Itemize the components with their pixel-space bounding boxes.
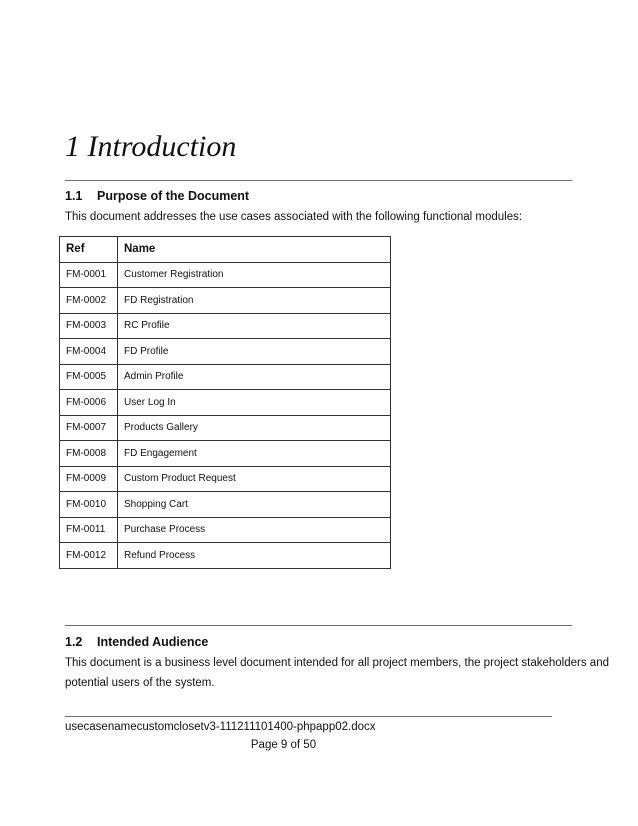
name-cell: Customer Registration [118, 262, 391, 288]
ref-cell: FM-0006 [60, 390, 118, 416]
table-row [60, 517, 391, 543]
ref-cell: FM-0007 [60, 415, 118, 441]
chapter-heading [65, 130, 236, 164]
name-cell: Custom Product Request [118, 466, 391, 492]
name-cell: Shopping Cart [118, 492, 391, 518]
table-row [60, 288, 391, 314]
column-header-name: Name [118, 237, 391, 263]
section-title: Intended Audience [97, 635, 209, 649]
chapter-number: 1 [65, 130, 80, 163]
footer-rule [65, 716, 552, 717]
ref-cell: FM-0003 [60, 313, 118, 339]
table-header-row [60, 237, 391, 263]
table-row [60, 262, 391, 288]
section-heading-1-2 [65, 635, 208, 649]
ref-cell: FM-0004 [60, 339, 118, 365]
name-cell: User Log In [118, 390, 391, 416]
name-cell: FD Registration [118, 288, 391, 314]
footer-page-number: Page 9 of 50 [250, 739, 317, 751]
table-row [60, 441, 391, 467]
ref-cell: FM-0002 [60, 288, 118, 314]
section-rule [65, 625, 572, 626]
audience-text-line-1: This document is a business level document intended for all project members, the project stakeholders and [65, 657, 609, 669]
table-row [60, 543, 391, 569]
section-intro-text: This document addresses the use cases associated with the following functional modules: [65, 211, 523, 223]
section-title: Purpose of the Document [97, 189, 250, 203]
table-row [60, 466, 391, 492]
name-cell: FD Engagement [118, 441, 391, 467]
section-number: 1.1 [65, 189, 83, 203]
chapter-title: Introduction [87, 130, 237, 163]
name-cell: Products Gallery [118, 415, 391, 441]
modules-table [59, 236, 391, 569]
section-heading-1-1 [65, 189, 249, 203]
table-row [60, 390, 391, 416]
name-cell: RC Profile [118, 313, 391, 339]
ref-cell: FM-0009 [60, 466, 118, 492]
chapter-rule [65, 180, 572, 181]
table-row [60, 492, 391, 518]
name-cell: Admin Profile [118, 364, 391, 390]
ref-cell: FM-0012 [60, 543, 118, 569]
column-header-ref: Ref [60, 237, 118, 263]
ref-cell: FM-0010 [60, 492, 118, 518]
name-cell: FD Profile [118, 339, 391, 365]
name-cell: Purchase Process [118, 517, 391, 543]
table-row [60, 364, 391, 390]
table-row [60, 415, 391, 441]
section-number: 1.2 [65, 635, 83, 649]
footer-filename: usecasenamecustomclosetv3-111211101400-phpapp02.docx [65, 721, 376, 733]
audience-paragraph [65, 653, 609, 693]
ref-cell: FM-0008 [60, 441, 118, 467]
ref-cell: FM-0001 [60, 262, 118, 288]
audience-text-line-2: potential users of the system. [65, 677, 215, 689]
ref-cell: FM-0005 [60, 364, 118, 390]
table-row [60, 313, 391, 339]
table-row [60, 339, 391, 365]
name-cell: Refund Process [118, 543, 391, 569]
ref-cell: FM-0011 [60, 517, 118, 543]
